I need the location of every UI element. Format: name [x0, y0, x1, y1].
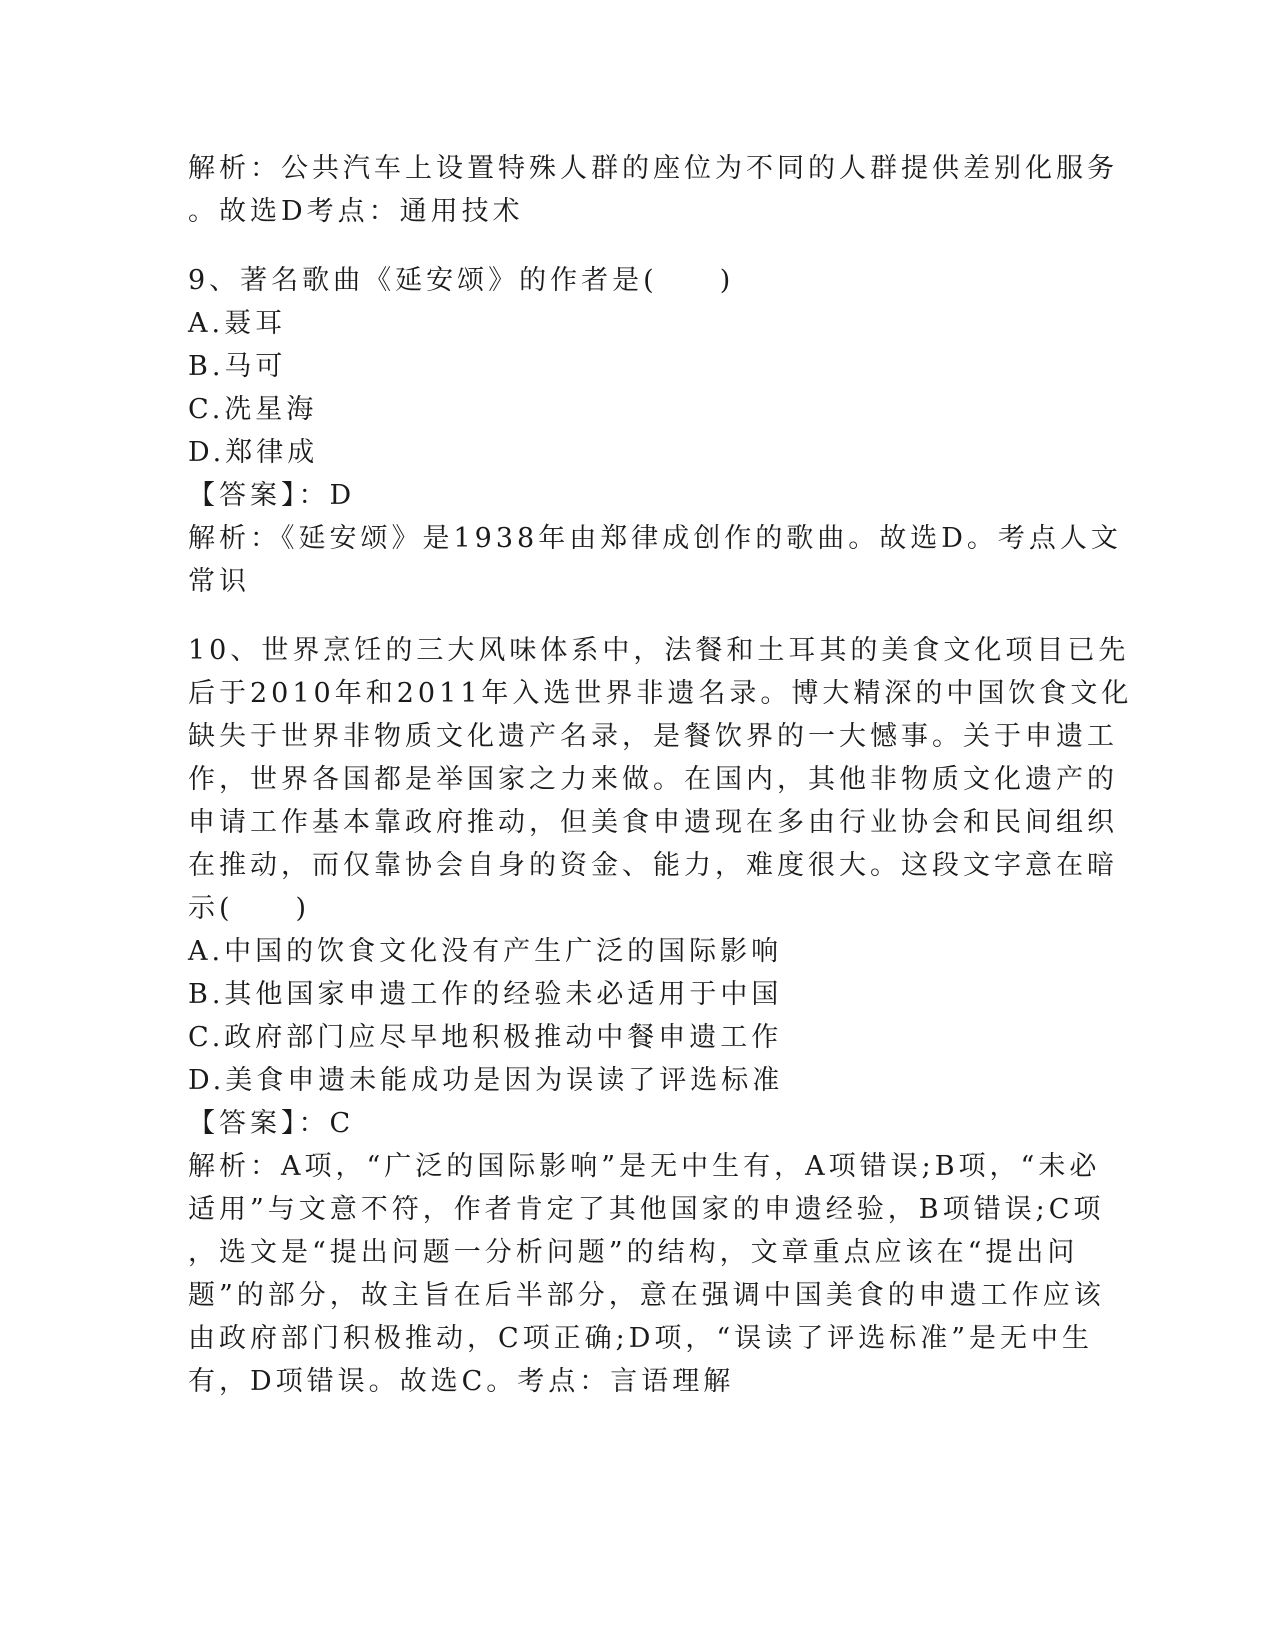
- analysis-line: ，选文是“提出问题一分析问题”的结构，文章重点应该在“提出问: [188, 1237, 1079, 1268]
- question-10: [188, 629, 1133, 1403]
- question-title-line: 在推动，而仅靠协会自身的资金、能力，难度很大。这段文字意在暗: [188, 850, 1118, 881]
- analysis-line: 题”的部分，故主旨在后半部分，意在强调中国美食的申遗工作应该: [188, 1280, 1105, 1311]
- question-9: [188, 259, 1122, 603]
- option-c: C.政府部门应尽早地积极推动中餐申遗工作: [188, 1022, 783, 1053]
- answer: 【答案】：C: [188, 1108, 355, 1139]
- question-title-line: 后于2010年和2011年入选世界非遗名录。博大精深的中国饮食文化: [188, 678, 1133, 709]
- option-a: A.中国的饮食文化没有产生广泛的国际影响: [188, 936, 783, 967]
- question-title: 9、著名歌曲《延安颂》的作者是( ): [188, 265, 735, 296]
- analysis-line: 常识: [188, 566, 250, 597]
- analysis-line: 解析：《延安颂》是1938年由郑律成创作的歌曲。故选D。考点人文: [188, 523, 1122, 554]
- question-title-line: 示( ): [188, 893, 311, 924]
- option-c: C.冼星海: [188, 394, 318, 425]
- option-a: A.聂耳: [188, 308, 287, 339]
- previous-analysis: [188, 147, 1118, 233]
- option-b: B.其他国家申遗工作的经验未必适用于中国: [188, 979, 783, 1010]
- answer: 【答案】：D: [188, 480, 356, 511]
- document-page: [188, 147, 1133, 1403]
- option-d: D.美食申遗未能成功是因为误读了评选标准: [188, 1065, 784, 1096]
- analysis-line: 解析：公共汽车上设置特殊人群的座位为不同的人群提供差别化服务: [188, 153, 1118, 184]
- analysis-line: 解析：A项，“广泛的国际影响”是无中生有，A项错误;B项，“未必: [188, 1151, 1101, 1182]
- question-title-line: 申请工作基本靠政府推动，但美食申遗现在多由行业协会和民间组织: [188, 807, 1118, 838]
- analysis-line: 适用”与文意不符，作者肯定了其他国家的申遗经验，B项错误;C项: [188, 1194, 1105, 1225]
- analysis-line: 。故选D考点：通用技术: [188, 196, 524, 227]
- spacer: [188, 603, 1088, 629]
- question-title-line: 缺失于世界非物质文化遗产名录，是餐饮界的一大憾事。关于申遗工: [188, 721, 1118, 752]
- spacer: [188, 233, 1088, 259]
- option-d: D.郑律成: [188, 437, 319, 468]
- question-title-line: 10、世界烹饪的三大风味体系中，法餐和土耳其的美食文化项目已先: [188, 635, 1130, 666]
- analysis-line: 由政府部门积极推动，C项正确;D项，“误读了评选标准”是无中生: [188, 1323, 1094, 1354]
- question-title-line: 作，世界各国都是举国家之力来做。在国内，其他非物质文化遗产的: [188, 764, 1118, 795]
- analysis-line: 有，D项错误。故选C。考点：言语理解: [188, 1366, 735, 1397]
- option-b: B.马可: [188, 351, 287, 382]
